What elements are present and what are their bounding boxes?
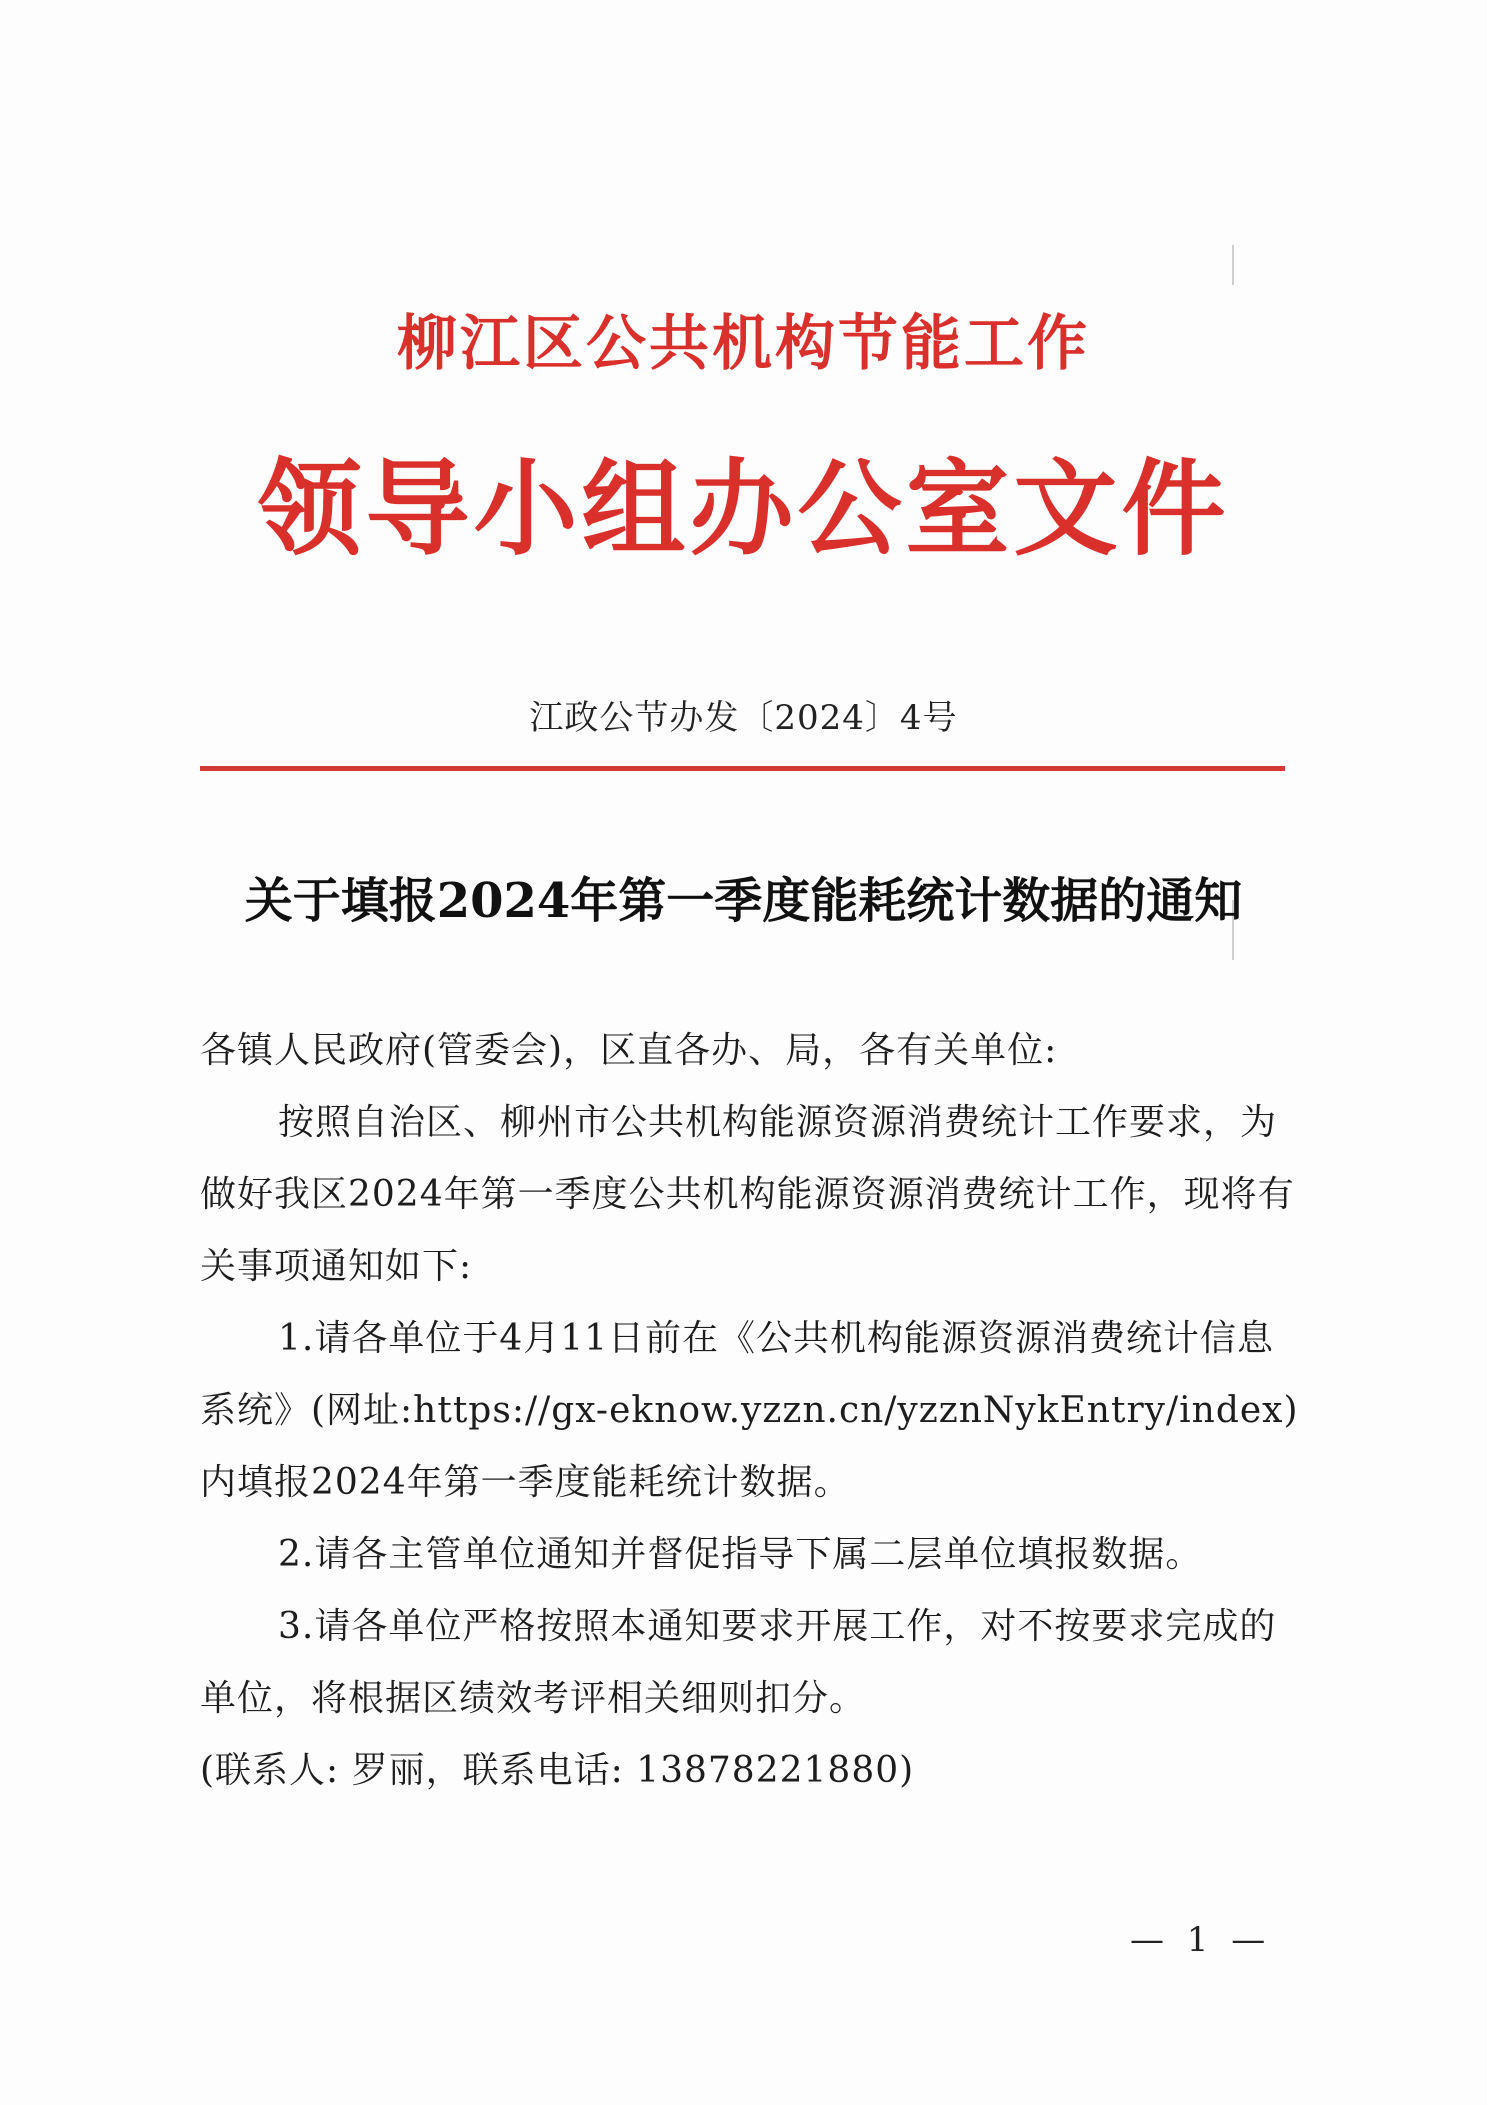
list-item: 3.请各单位严格按照本通知要求开展工作，对不按要求完成的单位，将根据区绩效考评相关细则扣分。 (200, 1606, 1277, 1719)
issuer-header-line2: 领导小组办公室文件 (257, 447, 1230, 570)
contact-info: (联系人: 罗丽，联系电话: 13878221880) (200, 1750, 915, 1791)
document-body (200, 1015, 1300, 1807)
list-item: 1.请各单位于4月11日前在《公共机构能源资源消费统计信息系统》(网址:https://gx-eknow.yzzn.cn/yzznNykEntry/index)内填报2024年第一季度能耗统计数据。 (200, 1318, 1299, 1503)
salutation: 各镇人民政府(管委会)，区直各办、局，各有关单位: (200, 1030, 1058, 1071)
issuer-header-line1: 柳江区公共机构节能工作 (397, 309, 1090, 379)
document-title: 关于填报2024年第一季度能耗统计数据的通知 (244, 873, 1243, 929)
page-number: — 1 — (1130, 1920, 1272, 1960)
red-divider (200, 766, 1285, 771)
scan-artifact (1232, 245, 1234, 285)
document-number: 江政公节办发〔2024〕4号 (529, 698, 958, 738)
list-item: 2.请各主管单位通知并督促指导下属二层单位填报数据。 (278, 1534, 1203, 1575)
body-paragraph: 按照自治区、柳州市公共机构能源资源消费统计工作要求，为做好我区2024年第一季度公共机构能源资源消费统计工作，现将有关事项通知如下: (200, 1102, 1295, 1287)
